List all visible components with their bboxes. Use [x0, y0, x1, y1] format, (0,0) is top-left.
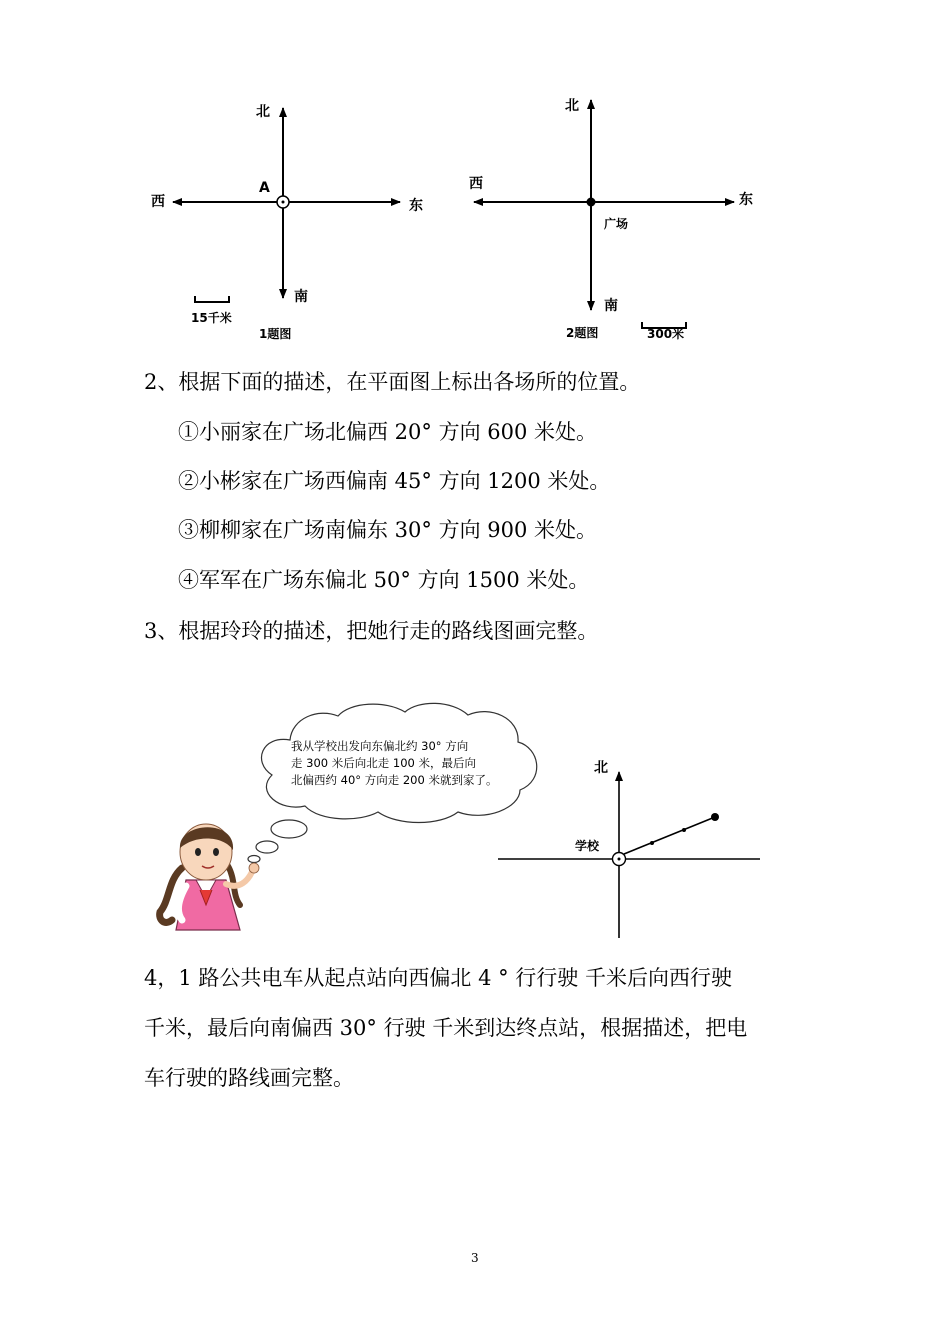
south-label-2: 南	[604, 298, 618, 314]
south-label-1: 南	[294, 289, 308, 305]
caption-1: 1题图	[259, 327, 292, 341]
east-label-2: 东	[739, 192, 753, 208]
q3-title: 3、根据玲玲的描述，把她行走的路线图画完整。	[144, 619, 599, 643]
bubble-line-3: 北偏西约 40° 方向走 200 米就到家了。	[291, 773, 498, 787]
q2-item-3: ③柳柳家在广场南偏东 30° 方向 900 米处。	[178, 518, 598, 542]
north-label-2: 北	[565, 98, 579, 114]
q4-line-3: 车行驶的路线画完整。	[144, 1066, 354, 1090]
point-a-label: A	[259, 180, 270, 196]
caption-2: 2题图	[566, 326, 599, 340]
plaza-label: 广场	[604, 217, 629, 231]
scale-label-2: 300米	[647, 327, 685, 341]
north-label-1: 北	[256, 104, 270, 120]
west-label-1: 西	[151, 194, 165, 210]
q4-line-2: 千米，最后向南偏西 30° 行驶 千米到达终点站，根据描述，把电	[144, 1016, 748, 1040]
page-number: 3	[471, 1251, 479, 1265]
bubble-line-2: 走 300 米后向北走 100 米，最后向	[291, 756, 477, 770]
bubble-line-1: 我从学校出发向东偏北约 30° 方向	[291, 739, 469, 753]
west-label-2: 西	[469, 176, 483, 192]
route-first-leg	[624, 817, 715, 854]
school-label: 学校	[575, 839, 600, 853]
q2-title: 2、根据下面的描述，在平面图上标出各场所的位置。	[144, 370, 641, 394]
q2-item-2: ②小彬家在广场西偏南 45° 方向 1200 米处。	[178, 469, 611, 493]
q4-line-1: 4，1 路公共电车从起点站向西偏北 4 ° 行行驶 千米后向西行驶	[144, 966, 732, 990]
q2-item-4: ④军军在广场东偏北 50° 方向 1500 米处。	[178, 568, 590, 592]
route-north-label: 北	[594, 760, 608, 776]
east-label-1: 东	[409, 198, 423, 214]
q2-item-1: ①小丽家在广场北偏西 20° 方向 600 米处。	[178, 420, 598, 444]
scale-label-1: 15千米	[191, 311, 232, 325]
